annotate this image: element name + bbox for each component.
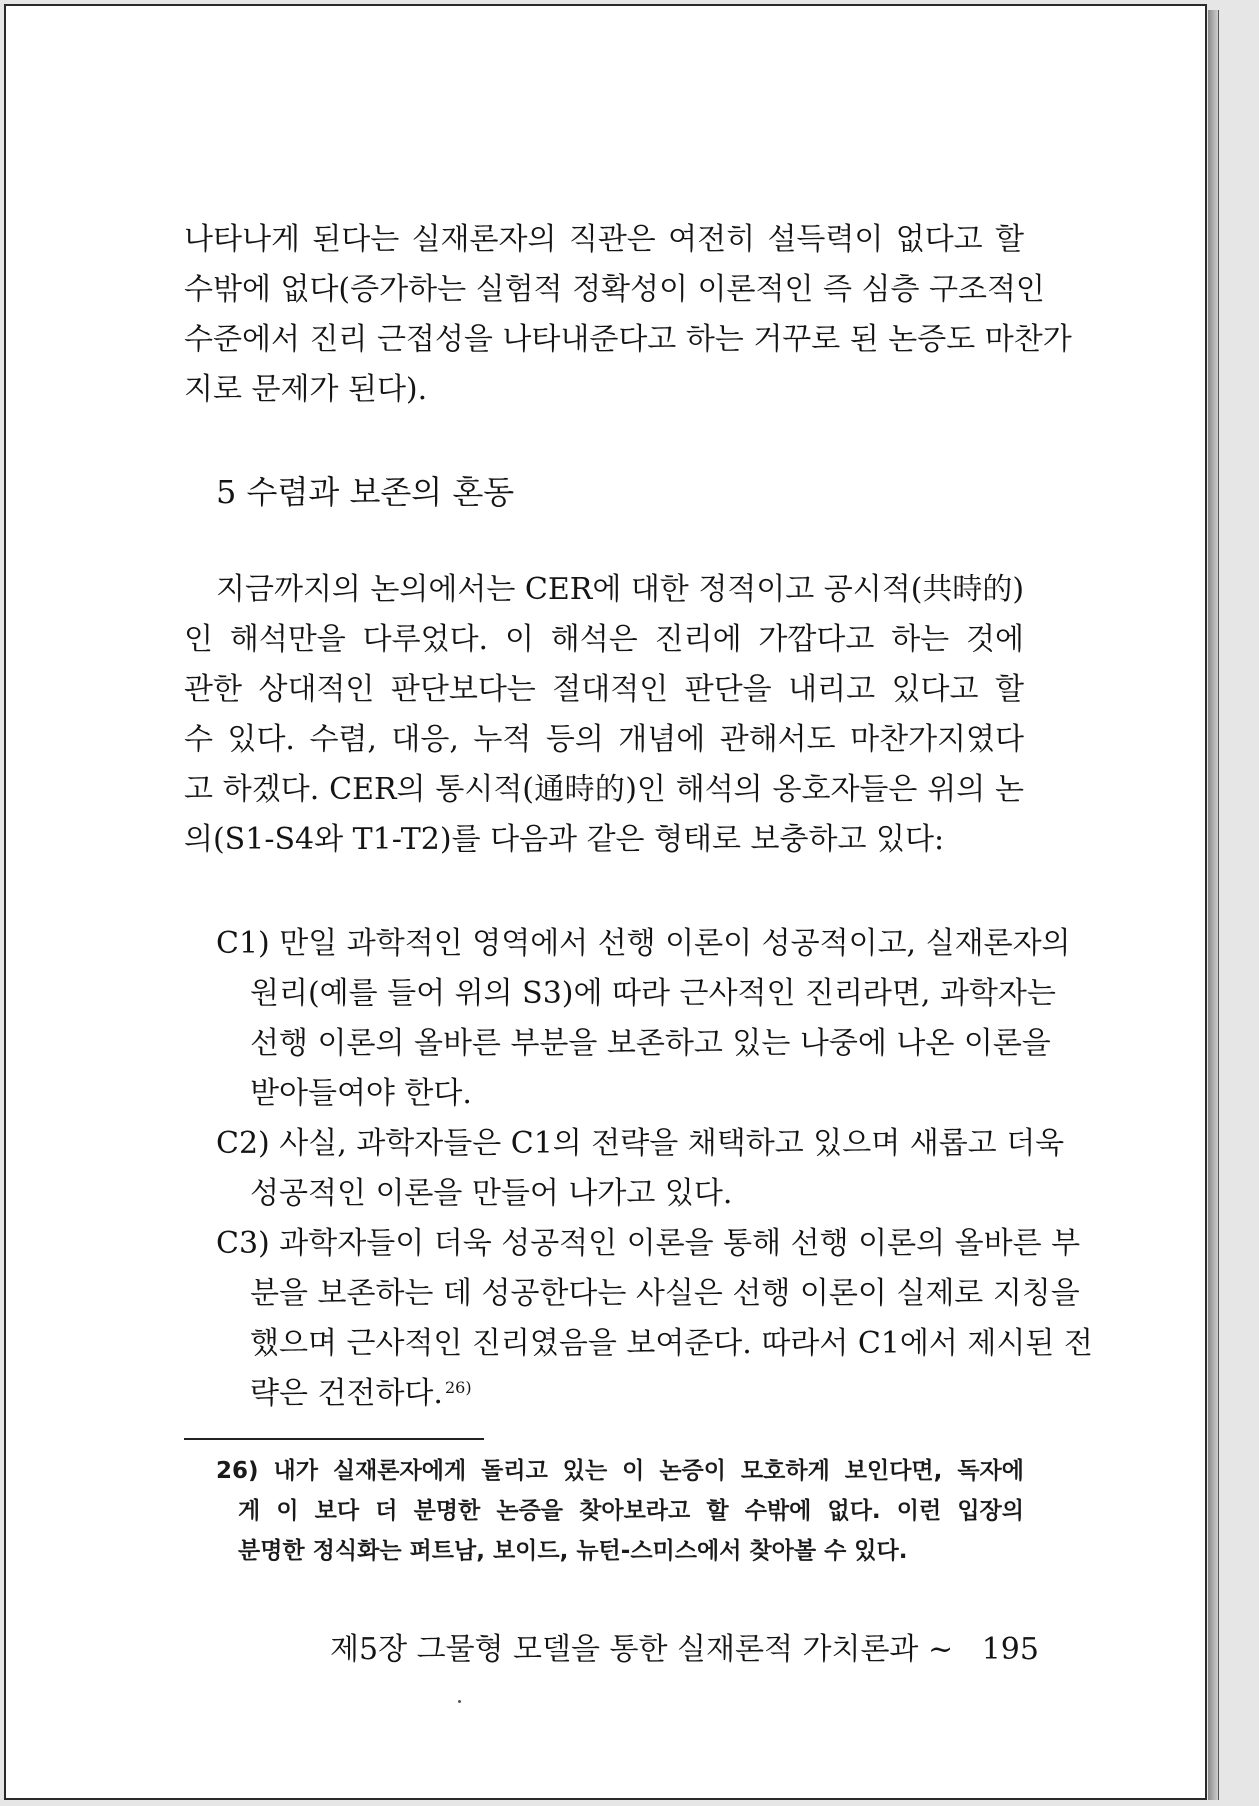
- main-line-1: 지금까지의 논의에서는 CER에 대한 정적이고 공시적(共時的): [216, 572, 1025, 607]
- main-line-3: 관한 상대적인 판단보다는 절대적인 판단을 내리고 있다고 할: [184, 672, 1024, 707]
- footnote-ref-26: 26): [444, 1378, 472, 1397]
- item-c2-line-2: 성공적인 이론을 만들어 나가고 있다.: [250, 1176, 733, 1211]
- intro-line-3: 수준에서 진리 근접성을 나타내준다고 하는 거꾸로 된 논증도 마찬가: [184, 322, 1072, 357]
- item-c1-line-2: 원리(예를 들어 위의 S3)에 따라 근사적인 진리라면, 과학자는: [250, 976, 1056, 1011]
- main-line-6: 의(S1-S4와 T1-T2)를 다음과 같은 형태로 보충하고 있다:: [184, 822, 945, 857]
- item-c3-line-4-text: 략은 건전하다.: [250, 1376, 443, 1411]
- intro-line-4: 지로 문제가 된다).: [184, 372, 428, 407]
- footnote-line-3: 분명한 정식화는 퍼트남, 보이드, 뉴턴-스미스에서 찾아볼 수 있다.: [238, 1538, 908, 1564]
- item-c1-line-3: 선행 이론의 올바른 부분을 보존하고 있는 나중에 나온 이론을: [250, 1026, 1051, 1061]
- footnote-line-1: 26) 내가 실재론자에게 돌리고 있는 이 논증이 모호하게 보인다면, 독자에: [216, 1458, 1024, 1484]
- footnote-rule: [184, 1438, 484, 1440]
- item-c1-line-1: C1) 만일 과학적인 영역에서 선행 이론이 성공적이고, 실재론자의: [216, 926, 1071, 961]
- item-c3-line-3: 했으며 근사적인 진리였음을 보여준다. 따라서 C1에서 제시된 전: [250, 1326, 1093, 1361]
- page-number: 195: [981, 1632, 1039, 1667]
- print-speck: [458, 1700, 461, 1703]
- main-line-5: 고 하겠다. CER의 통시적(通時的)인 해석의 옹호자들은 위의 논: [184, 772, 1024, 807]
- item-c3-line-4: [250, 1376, 1024, 1412]
- item-c3-line-1: C3) 과학자들이 더욱 성공적인 이론을 통해 선행 이론의 올바른 부: [216, 1226, 1081, 1261]
- footnote-line-2: 게 이 보다 더 분명한 논증을 찾아보라고 할 수밖에 없다. 이런 입장의: [238, 1498, 1024, 1524]
- item-c1-line-4: 받아들여야 한다.: [250, 1076, 472, 1111]
- item-c3-line-2: 분을 보존하는 데 성공한다는 사실은 선행 이론이 실제로 지칭을: [250, 1276, 1080, 1311]
- main-line-2: 인 해석만을 다루었다. 이 해석은 진리에 가깝다고 하는 것에: [184, 622, 1024, 657]
- running-footer: [330, 1632, 1039, 1668]
- intro-line-1: 나타나게 된다는 실재론자의 직관은 여전히 설득력이 없다고 할: [184, 222, 1024, 257]
- main-line-4: 수 있다. 수렴, 대응, 누적 등의 개념에 관해서도 마찬가지였다: [184, 722, 1024, 757]
- running-footer-text: 제5장 그물형 모델을 통한 실재론적 가치론과 ~: [330, 1632, 954, 1667]
- page-edge-shadow: [1208, 10, 1219, 1800]
- item-c2-line-1: C2) 사실, 과학자들은 C1의 전략을 채택하고 있으며 새롭고 더욱: [216, 1126, 1065, 1161]
- intro-line-2: 수밖에 없다(증가하는 실험적 정확성이 이론적인 즉 심층 구조적인: [184, 272, 1045, 307]
- section-heading: 5 수렴과 보존의 혼동: [216, 473, 515, 511]
